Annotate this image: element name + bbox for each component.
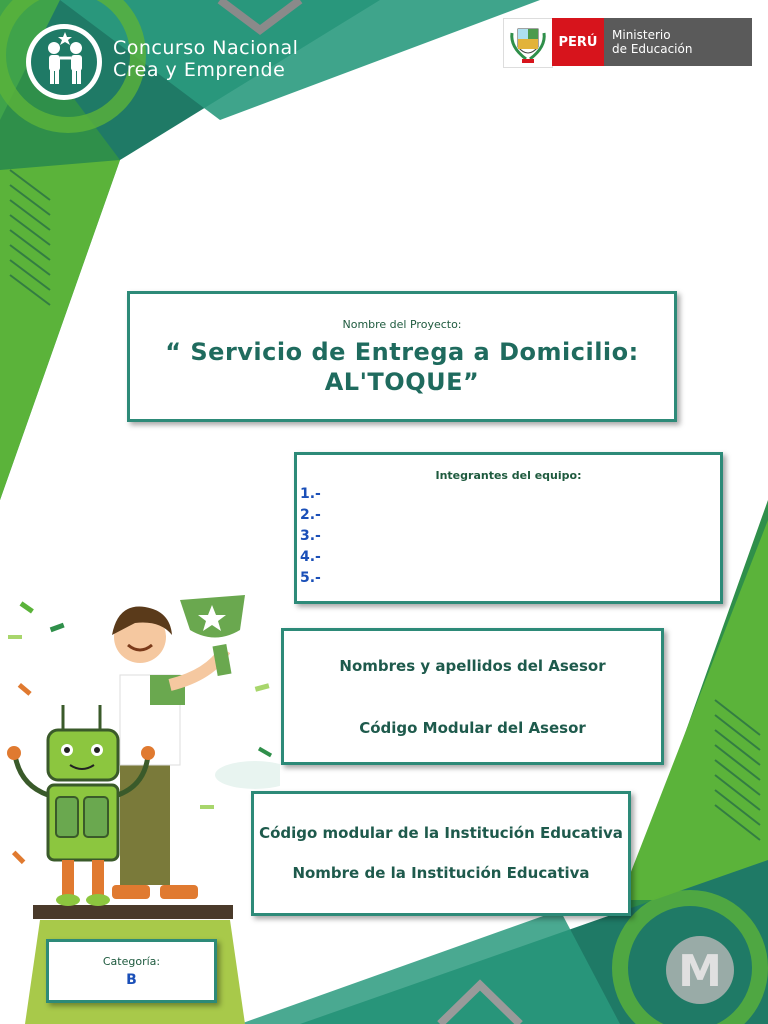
team-member-1: 1.- bbox=[300, 486, 321, 502]
project-label: Nombre del Proyecto: bbox=[342, 318, 462, 331]
team-member-4: 4.- bbox=[300, 549, 321, 565]
project-title-line1: “ Servicio de Entrega a Domicilio: bbox=[165, 338, 639, 366]
advisor-code-label: Código Modular del Asesor bbox=[359, 719, 586, 737]
team-label: Integrantes del equipo: bbox=[435, 469, 582, 482]
peru-label: PERÚ bbox=[552, 18, 604, 66]
project-name-box bbox=[127, 291, 677, 422]
team-member-list bbox=[300, 484, 720, 589]
team-member-5: 5.- bbox=[300, 570, 321, 586]
project-title bbox=[130, 337, 674, 397]
ministry-label bbox=[604, 18, 752, 66]
ministry-line1: Ministerio bbox=[612, 28, 671, 42]
team-member-3: 3.- bbox=[300, 528, 321, 544]
team-member-2: 2.- bbox=[300, 507, 321, 523]
project-title-line2: AL'TOQUE” bbox=[324, 368, 480, 396]
institution-code-label: Código modular de la Institución Educativa bbox=[259, 824, 623, 842]
contest-title-line2: Crea y Emprende bbox=[113, 59, 286, 81]
contest-title-line1: Concurso Nacional bbox=[113, 37, 299, 59]
team-members-box bbox=[294, 452, 723, 604]
coat-of-arms-icon bbox=[503, 18, 553, 68]
institution-name-label: Nombre de la Institución Educativa bbox=[292, 864, 590, 882]
contest-title bbox=[113, 37, 298, 81]
advisor-box bbox=[281, 628, 664, 765]
category-value: B bbox=[126, 972, 137, 988]
category-box bbox=[46, 939, 217, 1003]
ministry-line2: de Educación bbox=[612, 42, 693, 56]
category-label: Categoría: bbox=[102, 955, 161, 968]
institution-box bbox=[251, 791, 631, 916]
contest-logo-icon bbox=[24, 22, 104, 102]
svg-text:M: M bbox=[678, 946, 722, 997]
advisor-names-label: Nombres y apellidos del Asesor bbox=[339, 657, 606, 675]
